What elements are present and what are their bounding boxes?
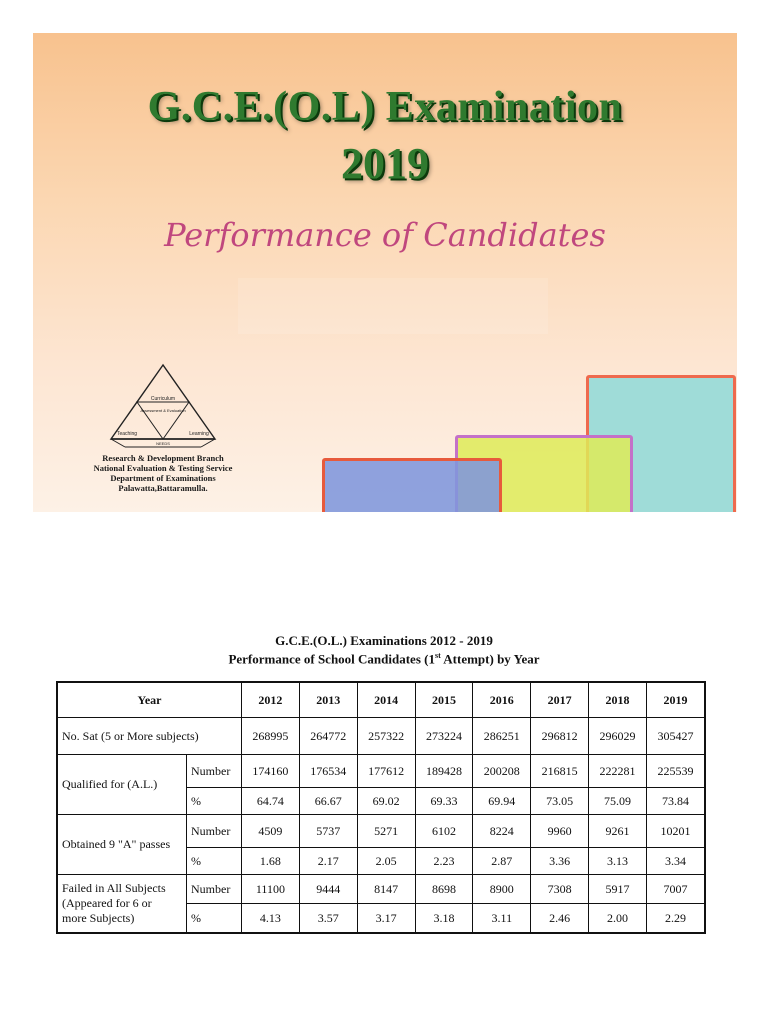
table-cell: 268995 — [242, 718, 300, 755]
table-cell: 2.87 — [473, 848, 531, 875]
table-cell: 7007 — [646, 875, 705, 904]
table-cell: 64.74 — [242, 788, 300, 815]
table-cell: 264772 — [299, 718, 357, 755]
table-cell: 305427 — [646, 718, 705, 755]
table-cell: 73.05 — [531, 788, 589, 815]
organization-block — [61, 453, 265, 493]
org-line: Department of Examinations — [110, 473, 216, 483]
table-cell: 3.13 — [589, 848, 647, 875]
year-col-header: 2016 — [473, 682, 531, 718]
table-cell: 69.02 — [357, 788, 415, 815]
table-cell: 176534 — [299, 755, 357, 788]
table-cell: 4509 — [242, 815, 300, 848]
table-cell: 222281 — [589, 755, 647, 788]
table-cell: 8224 — [473, 815, 531, 848]
sub-label-number: Number — [187, 755, 242, 788]
table-cell: 5271 — [357, 815, 415, 848]
table-row — [57, 815, 705, 848]
table-cell: 296812 — [531, 718, 589, 755]
sub-label-number: Number — [187, 875, 242, 904]
logo-center-label: Assessment & Evaluation — [140, 408, 186, 413]
table-cell: 8900 — [473, 875, 531, 904]
table-cell: 8147 — [357, 875, 415, 904]
cover-year: 2019 — [341, 139, 429, 188]
header-row — [57, 682, 705, 718]
table-title: G.C.E.(O.L.) Examinations 2012 - 2019 — [275, 633, 493, 648]
year-col-header: 2014 — [357, 682, 415, 718]
table-cell: 9444 — [299, 875, 357, 904]
table-row — [57, 875, 705, 904]
year-col-header: 2015 — [415, 682, 473, 718]
triangle-logo — [107, 363, 219, 451]
table-cell: 2.29 — [646, 904, 705, 934]
table-cell: 3.36 — [531, 848, 589, 875]
table-cell: 75.09 — [589, 788, 647, 815]
org-line: National Evaluation & Testing Service — [93, 463, 233, 473]
performance-table — [56, 681, 706, 934]
logo-top-label: Curriculum — [150, 396, 176, 402]
row-label-sat: No. Sat (5 or More subjects) — [57, 718, 242, 755]
table-cell: 10201 — [646, 815, 705, 848]
table-cell: 66.67 — [299, 788, 357, 815]
row-label-qualified: Qualified for (A.L.) — [57, 755, 187, 815]
year-col-header: 2017 — [531, 682, 589, 718]
row-label-nine-a: Obtained 9 "A" passes — [57, 815, 187, 875]
table-cell: 2.00 — [589, 904, 647, 934]
table-cell: 273224 — [415, 718, 473, 755]
cover-subtitle: Performance of Candidates — [164, 216, 606, 254]
table-cell: 73.84 — [646, 788, 705, 815]
table-cell: 216815 — [531, 755, 589, 788]
table-cell: 257322 — [357, 718, 415, 755]
table-cell: 69.33 — [415, 788, 473, 815]
year-col-header: 2012 — [242, 682, 300, 718]
row-label-failed: Failed in All Subjects (Appeared for 6 or more Subjects) — [57, 875, 187, 934]
faded-panel — [238, 278, 548, 334]
sub-label-percent: % — [187, 904, 242, 934]
table-cell: 2.17 — [299, 848, 357, 875]
table-cell: 2.05 — [357, 848, 415, 875]
table-cell: 8698 — [415, 875, 473, 904]
table-subtitle: Performance of School Candidates (1st Attempt) by Year — [228, 651, 540, 667]
year-col-header: 2013 — [299, 682, 357, 718]
table-cell: 3.11 — [473, 904, 531, 934]
year-col-header: 2018 — [589, 682, 647, 718]
table-cell: 286251 — [473, 718, 531, 755]
decor-rect-blue — [322, 458, 502, 512]
table-cell: 3.17 — [357, 904, 415, 934]
table-cell: 3.34 — [646, 848, 705, 875]
table-cell: 4.13 — [242, 904, 300, 934]
sub-label-number: Number — [187, 815, 242, 848]
sub-label-percent: % — [187, 788, 242, 815]
cover-title: G.C.E.(O.L) Examination — [147, 84, 623, 130]
table-cell: 296029 — [589, 718, 647, 755]
org-line: Research & Development Branch — [102, 453, 224, 463]
table-cell: 189428 — [415, 755, 473, 788]
table-cell: 9261 — [589, 815, 647, 848]
table-cell: 11100 — [242, 875, 300, 904]
year-col-header: 2019 — [646, 682, 705, 718]
table-cell: 6102 — [415, 815, 473, 848]
table-cell: 1.68 — [242, 848, 300, 875]
table-row — [57, 755, 705, 788]
table-cell: 5737 — [299, 815, 357, 848]
table-cell: 2.46 — [531, 904, 589, 934]
table-cell: 69.94 — [473, 788, 531, 815]
table-cell: 7308 — [531, 875, 589, 904]
cover-banner — [33, 33, 737, 512]
table-cell: 225539 — [646, 755, 705, 788]
table-cell: 177612 — [357, 755, 415, 788]
org-line: Palawatta,Battaramulla. — [118, 483, 208, 493]
logo-left-label: Teaching — [116, 431, 138, 437]
table-cell: 2.23 — [415, 848, 473, 875]
table-cell: 3.18 — [415, 904, 473, 934]
logo-right-label: Learning — [189, 431, 209, 437]
year-header: Year — [57, 682, 242, 718]
table-cell: 3.57 — [299, 904, 357, 934]
table-cell: 5917 — [589, 875, 647, 904]
table-cell: 9960 — [531, 815, 589, 848]
table-row — [57, 718, 705, 755]
sub-label-percent: % — [187, 848, 242, 875]
table-cell: 174160 — [242, 755, 300, 788]
logo-bottom-label: NEEDS — [156, 441, 170, 446]
table-cell: 200208 — [473, 755, 531, 788]
